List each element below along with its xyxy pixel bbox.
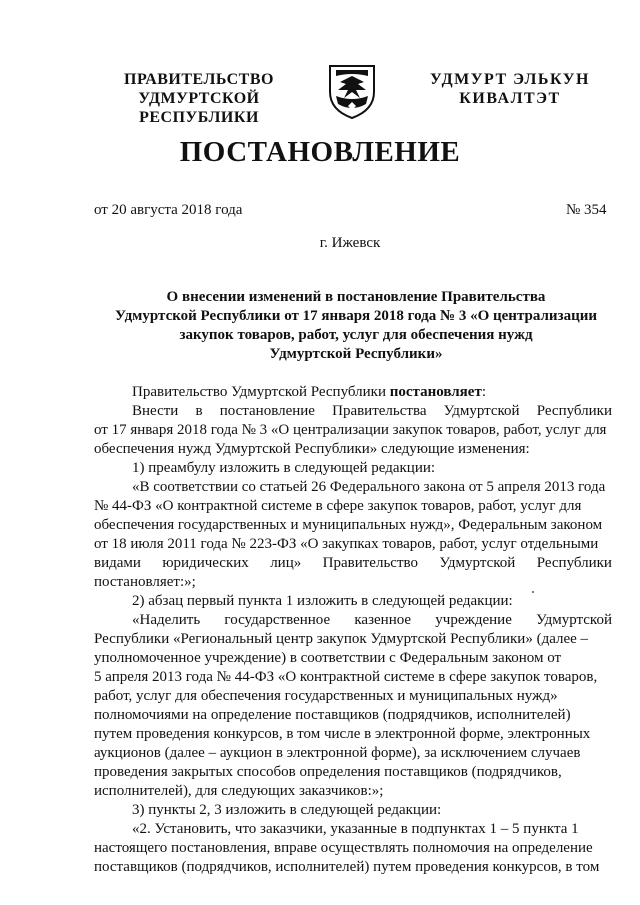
issuer-udmurt-line-2: КИВАЛТЭТ: [459, 90, 561, 107]
issuer-line-1: ПРАВИТЕЛЬСТВО: [124, 71, 274, 88]
body-line: «В соответствии со статьей 26 Федерального закона от 5 апреля 2013 года: [132, 479, 606, 495]
document-number: № 354: [566, 202, 607, 218]
issuer-name-russian: [78, 70, 320, 127]
body-line: от 18 июля 2011 года № 223-ФЗ «О закупках товаров, работ, услуг отдельными: [94, 536, 599, 552]
body-word: постановление: [219, 403, 315, 419]
intro-tail: :: [481, 384, 486, 400]
body-line: постановляет:»;: [94, 574, 196, 590]
body-line: 2) абзац первый пункта 1 изложить в следующей редакции:: [132, 593, 513, 609]
body-line: [94, 611, 612, 630]
issuer-line-2: УДМУРТСКОЙ РЕСПУБЛИКИ: [138, 90, 260, 126]
body-line: исполнителей), для следующих заказчиков:»;: [94, 783, 384, 799]
document-city: г. Ижевск: [319, 235, 381, 251]
body-line: аукционов (далее – аукцион в электронной форме), за исключением случаев: [94, 745, 581, 761]
body-line: [94, 402, 612, 421]
body-word: учреждение: [435, 612, 512, 628]
issuer-udmurt-line-1: УДМУРТ ЭЛЬКУН: [430, 71, 590, 88]
body-line: настоящего постановления, вправе осуществлять полномочия на определение: [94, 840, 593, 856]
body-line: работ, услуг для обеспечения государственных и муниципальных нужд»: [94, 688, 558, 704]
body-line: Республики «Региональный центр закупок Удмуртской Республики» (далее –: [94, 631, 589, 647]
subject-line: Удмуртской Республики»: [269, 346, 443, 362]
body-word: Удмуртской: [439, 555, 516, 571]
body-line: «2. Установить, что заказчики, указанные в подпунктах 1 – 5 пункта 1: [132, 821, 579, 837]
body-line: от 17 января 2018 года № 3 «О централизации закупок товаров, работ, услуг для: [94, 422, 607, 438]
body-word: лиц»: [270, 555, 302, 571]
body-line: № 44-ФЗ «О контрактной системе в сфере закупок товаров, работ, услуг для: [94, 498, 582, 514]
subject-line: закупок товаров, работ, услуг для обеспечения нужд: [179, 327, 533, 343]
body-word: Республики: [536, 555, 612, 571]
body-word: Правительства: [332, 403, 427, 419]
body-line: 3) пункты 2, 3 изложить в следующей редакции:: [132, 802, 442, 818]
body-word: Удмуртской: [536, 612, 612, 628]
body-word: Правительство: [322, 555, 418, 571]
subject-line: О внесении изменений в постановление Правительства: [166, 289, 546, 305]
coat-of-arms-udmurtia-icon: [326, 62, 378, 120]
issuer-name-udmurt: [418, 70, 602, 108]
intro-line: [94, 383, 612, 402]
document-date: от 20 августа 2018 года: [94, 202, 243, 218]
document-subject: [100, 288, 612, 364]
body-line: проведения закрытых способов определения поставщиков (подрядчиков,: [94, 764, 562, 780]
body-word: юридических: [162, 555, 249, 571]
document-body: [94, 383, 612, 877]
body-word: государственное: [224, 612, 331, 628]
body-line: [94, 554, 612, 573]
body-word: Внести: [132, 403, 179, 419]
body-line: полномочиями на определение поставщиков (подрядчиков, исполнителей): [94, 707, 571, 723]
body-word: «Наделить: [132, 612, 201, 628]
subject-line: Удмуртской Республики от 17 января 2018 года № 3 «О централизации: [115, 308, 597, 324]
intro-text: Правительство Удмуртской Республики: [132, 384, 390, 400]
body-line: обеспечения государственных и муниципальных нужд», Федеральным законом: [94, 517, 603, 533]
body-word: в: [195, 403, 203, 419]
body-line: 5 апреля 2013 года № 44-ФЗ «О контрактной системе в сфере закупок товаров,: [94, 669, 598, 685]
body-word: видами: [94, 555, 141, 571]
body-line: уполномоченное учреждение) в соответствии с Федеральным законом от: [94, 650, 562, 666]
body-line: 1) преамбулу изложить в следующей редакции:: [132, 460, 436, 476]
body-line: поставщиков (подрядчиков, исполнителей) путем проведения конкурсов, в том: [94, 859, 600, 875]
document-title: ПОСТАНОВЛЕНИЕ: [179, 136, 461, 168]
body-line: путем проведения конкурсов, в том числе в электронной форме, электронных: [94, 726, 591, 742]
body-word: Республики: [536, 403, 612, 419]
intro-bold: постановляет: [389, 384, 482, 400]
body-word: Удмуртской: [443, 403, 520, 419]
body-word: казенное: [354, 612, 412, 628]
scan-speck: [532, 591, 534, 593]
body-line: обеспечения нужд Удмуртской Республики» следующие изменения:: [94, 441, 530, 457]
